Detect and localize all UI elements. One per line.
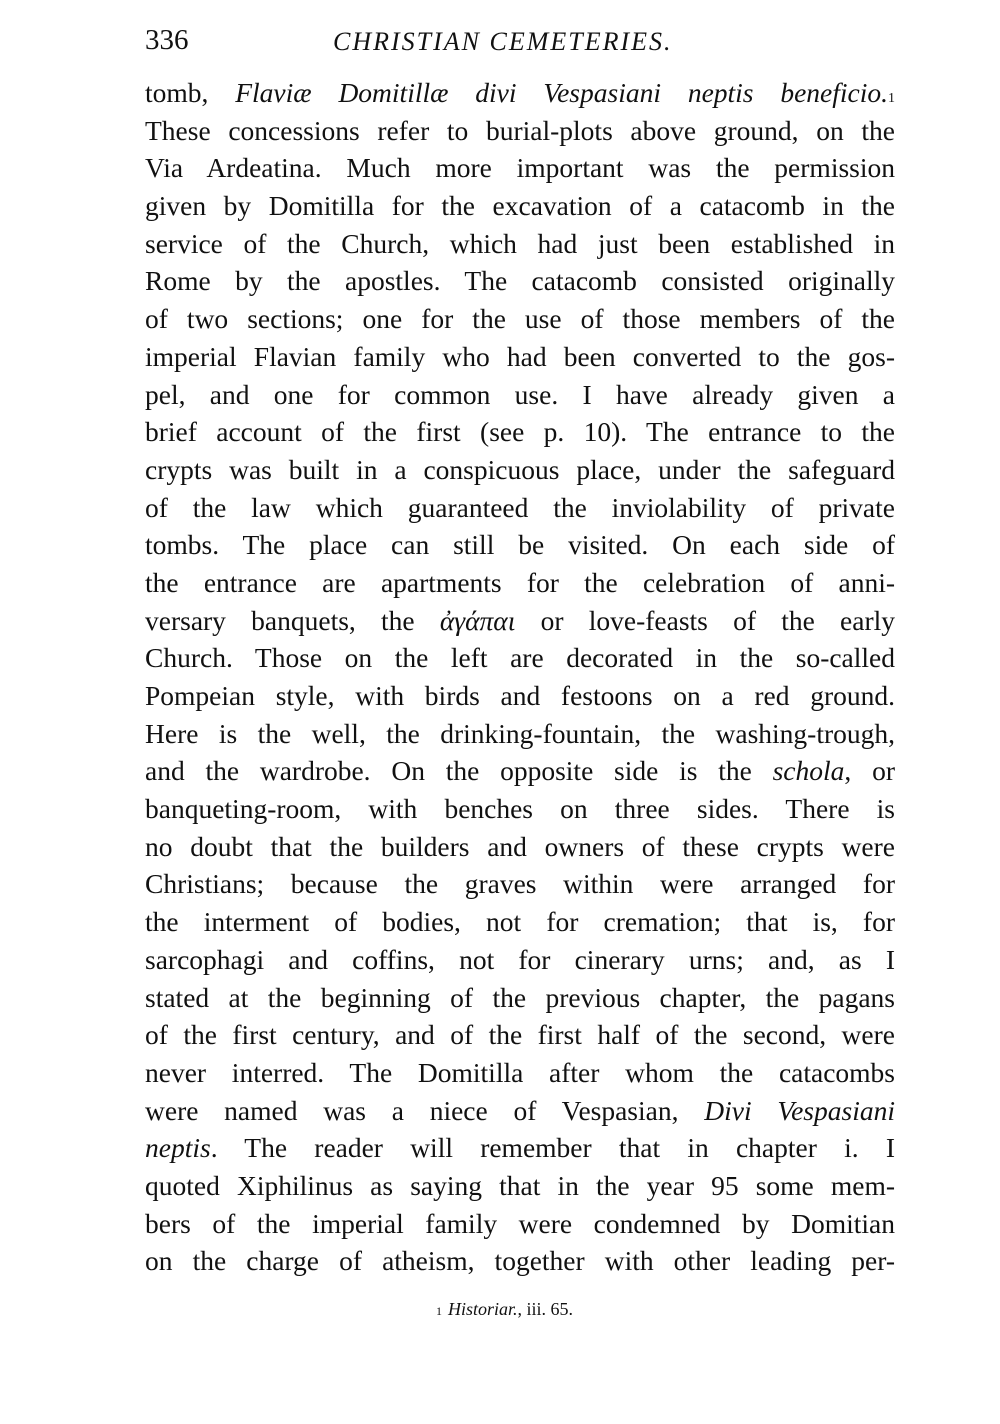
- footnote: [436, 1296, 573, 1322]
- text-line: the interment of bodies, not for cremation; that is, for: [145, 906, 895, 938]
- text-line: tombs. The place can still be visited. On each side of: [145, 529, 895, 561]
- text-line: stated at the beginning of the previous chapter, the pagans: [145, 981, 895, 1013]
- text-line: brief account of the first (see p. 10). The entrance to the: [145, 416, 895, 448]
- text-line: sarcophagi and coffins, not for cinerary urns; and, as I: [145, 943, 895, 975]
- text-line: of two sections; one for the use of those members of the: [145, 303, 895, 335]
- italic-latin-phrase: Divi Vespasiani: [704, 1094, 895, 1126]
- text-line: imperial Flavian family who had been converted to the gos-: [145, 340, 895, 372]
- text-line: Rome by the apostles. The catacomb consisted originally: [145, 265, 895, 297]
- text-line: of the first century, and of the first half of the second, were: [145, 1019, 895, 1051]
- text-line: [145, 752, 895, 790]
- text-line: Church. Those on the left are decorated in the so-called: [145, 642, 895, 674]
- text-span: were named was a niece of Vespasian,: [145, 1094, 705, 1126]
- text-line: of the law which guaranteed the inviolability of private: [145, 491, 895, 523]
- page-header: [145, 18, 895, 62]
- text-line: These concessions refer to burial-plots above ground, on the: [145, 114, 895, 146]
- text-line: banqueting-room, with benches on three sides. There is: [145, 793, 895, 825]
- italic-latin-word: neptis: [145, 1132, 211, 1164]
- italic-latin-phrase: Flaviæ Domitillæ divi Vespasiani neptis beneficio.: [235, 77, 888, 108]
- text-line: on the charge of atheism, together with other leading per-: [145, 1245, 895, 1277]
- text-line: [145, 1129, 895, 1167]
- text-line: [145, 74, 895, 112]
- footnote-source: Historiar.: [448, 1299, 518, 1319]
- text-span: and the wardrobe. On the opposite side is the: [145, 755, 773, 787]
- text-line: pel, and one for common use. I have already given a: [145, 378, 895, 410]
- text-line: Here is the well, the drinking-fountain, the washing-trough,: [145, 717, 895, 749]
- text-line: Via Ardeatina. Much more important was the permission: [145, 152, 895, 184]
- text-line: never interred. The Domitilla after whom the catacombs: [145, 1056, 895, 1088]
- text-line: given by Domitilla for the excavation of a catacomb in the: [145, 190, 895, 222]
- page-number: 336: [145, 24, 189, 56]
- footnote-reference: 1: [888, 91, 895, 106]
- text-line: the entrance are apartments for the celebration of anni-: [145, 566, 895, 598]
- text-span: or love-feasts of the early: [515, 604, 895, 636]
- text-line: service of the Church, which had just been established in: [145, 227, 895, 259]
- text-span: . The reader will remember that in chapter i. I: [210, 1132, 895, 1164]
- body-text: [145, 74, 895, 1280]
- text-line: bers of the imperial family were condemned by Domitian: [145, 1207, 895, 1239]
- text-line: crypts was built in a conspicuous place, under the safeguard: [145, 453, 895, 485]
- text-line: [145, 1092, 895, 1130]
- text-span: , or: [844, 755, 895, 787]
- text-line: Christians; because the graves within were arranged for: [145, 868, 895, 900]
- text-span: tomb,: [145, 77, 236, 108]
- text-line: [145, 602, 895, 640]
- italic-word: schola: [772, 755, 845, 787]
- footnote-citation: , iii. 65.: [517, 1299, 574, 1319]
- text-span: versary banquets, the: [145, 604, 440, 636]
- text-line: no doubt that the builders and owners of these crypts were: [145, 830, 895, 862]
- running-head: CHRISTIAN CEMETERIES.: [333, 27, 673, 56]
- greek-word: ἀγάπαι: [439, 604, 516, 636]
- footnote-marker: 1: [436, 1304, 442, 1318]
- text-line: quoted Xiphilinus as saying that in the year 95 some mem-: [145, 1169, 895, 1201]
- text-line: Pompeian style, with birds and festoons on a red ground.: [145, 680, 895, 711]
